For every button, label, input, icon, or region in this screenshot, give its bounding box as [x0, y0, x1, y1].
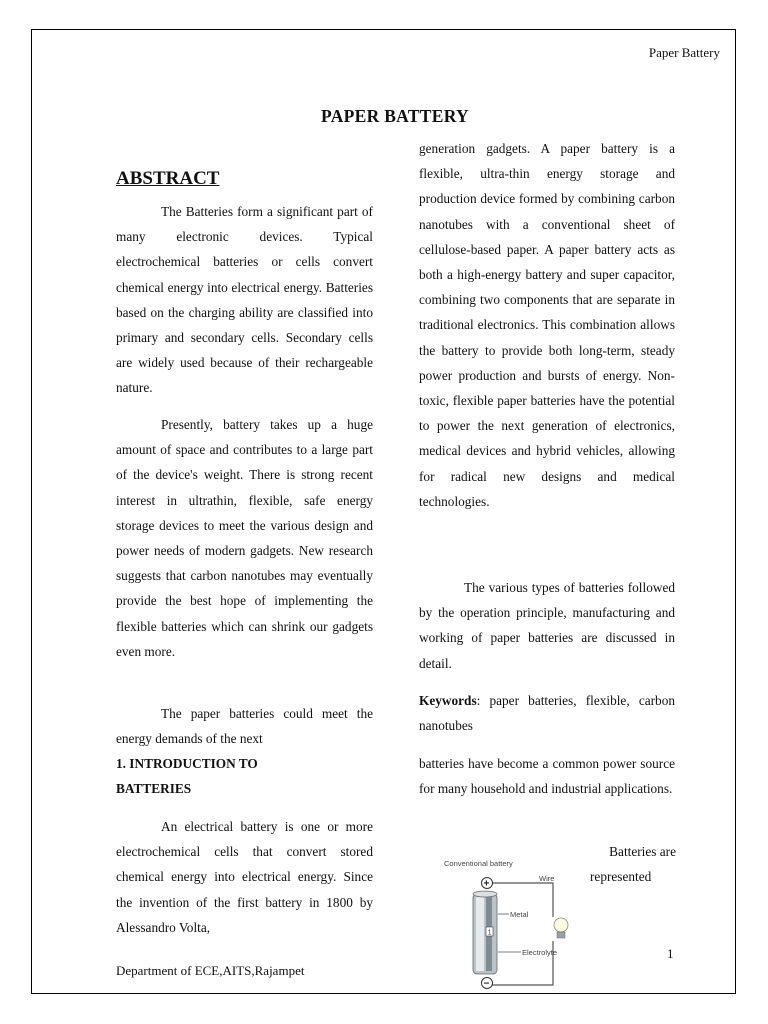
- abstract-paragraph-5: [419, 575, 675, 676]
- abstract-paragraph-2: [116, 412, 373, 664]
- abstract-paragraph-1: [116, 199, 373, 401]
- page-number: 1: [667, 946, 674, 961]
- paragraph: The paper batteries could meet the energy demands of the next: [116, 706, 373, 747]
- conventional-battery-figure: [443, 857, 573, 992]
- section-1-paragraph-3: [590, 839, 676, 864]
- keywords-line: [419, 688, 675, 738]
- keywords-label: Keywords: [419, 693, 477, 708]
- footer-department: Department of ECE,AITS,Rajampet: [116, 963, 305, 978]
- paragraph: The various types of batteries followed by the operation principle, manufacturing and working of paper batteries are discussed in detail.: [419, 580, 675, 671]
- section-1-heading: [116, 751, 373, 801]
- plus-label: +: [483, 878, 490, 890]
- section-heading-line2: BATTERIES: [116, 781, 192, 797]
- paragraph: Presently, battery takes up a huge amount of space and contributes to a large part of the device's weight. There is strong recent interest in ultrathin, flexible, safe energy storage devices to meet the various design and power needs of modern gadgets. New research suggests that carbon nanotubes may eventually provide the best hope of implementing the flexible batteries which can shrink our gadgets even more.: [116, 417, 373, 659]
- section-1-paragraph-1: [116, 814, 373, 940]
- section-1-paragraph-3-cont: [590, 864, 676, 889]
- keywords: [419, 688, 675, 738]
- electrolyte-label: Electrolyte: [522, 948, 558, 957]
- abstract-paragraph-4: [419, 136, 675, 514]
- abstract-paragraph-3: [116, 701, 373, 751]
- paragraph-line: Batteries are: [609, 844, 676, 859]
- bulb-base: [557, 932, 565, 938]
- running-header: Paper Battery: [648, 45, 720, 60]
- light-bulb-icon: [554, 918, 568, 932]
- document-title: PAPER BATTERY: [321, 106, 469, 126]
- metal-label: Metal: [510, 910, 529, 919]
- minus-label: −: [483, 978, 490, 990]
- wire-label: Wire: [539, 874, 555, 883]
- paragraph: The Batteries form a significant part of many electronic devices. Typical electrochemical batteries or cells convert chemical energy into electrical energy. Batteries based on the charging ability are classified into primary and secondary cells. Secondary cells are widely used because of their rechargeable nature.: [116, 204, 373, 396]
- battery-highlight: [476, 897, 484, 971]
- keywords-text: : paper batteries, flexible, carbon nanotubes: [419, 693, 675, 734]
- paragraph: generation gadgets. A paper battery is a flexible, ultra-thin energy storage and production device formed by combining carbon nanotubes with a conventional sheet of cellulose-based paper. A paper battery acts as both a high-energy battery and super capacitor, combining two components that are separate in traditional electronics. This combination allows the battery to provide both long-term, steady power production and bursts of energy. Non-toxic, flexible paper batteries have the potential to power the next generation of electronics, medical devices and hybrid vehicles, allowing for radical new designs and medical technologies.: [419, 141, 675, 509]
- paragraph: batteries have become a common power source for many household and industrial applications.: [419, 756, 675, 797]
- section-1-paragraph-2: [419, 751, 675, 801]
- figure-caption: Conventional battery: [444, 859, 513, 868]
- battery-top: [473, 891, 497, 897]
- paragraph: An electrical battery is one or more electrochemical cells that convert stored chemical energy into electrical energy. Since the invention of the first battery in 1800 by Alessandro Volta,: [116, 819, 373, 935]
- paragraph-line: represented: [590, 869, 652, 884]
- section-heading-line1: 1. INTRODUCTION TO: [116, 756, 258, 771]
- cell-label: 1: [487, 927, 492, 937]
- abstract-heading: ABSTRACT: [116, 168, 220, 189]
